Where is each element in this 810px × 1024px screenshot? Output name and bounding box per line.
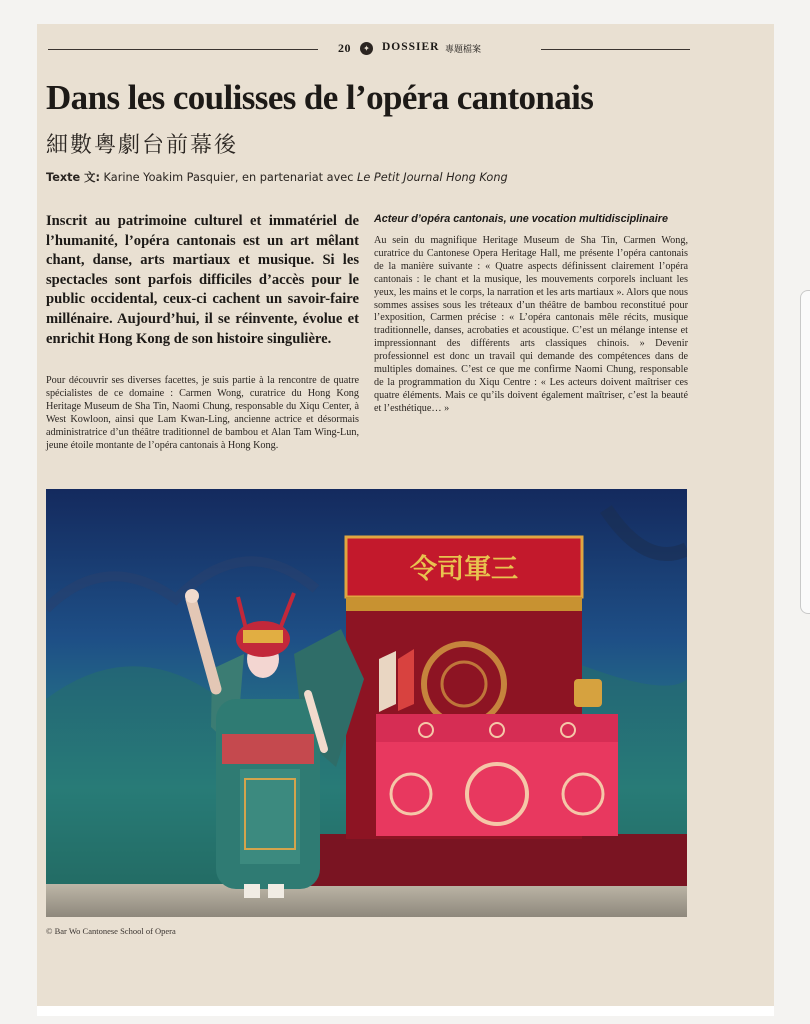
photo-caption: © Bar Wo Cantonese School of Opera (46, 926, 176, 936)
header-rule-left (48, 49, 318, 50)
header-rule-right (541, 49, 690, 50)
section-marker-icon: ✦ (360, 42, 373, 55)
opera-stage-photo (46, 489, 687, 917)
running-header (48, 41, 690, 57)
section-body: Au sein du magnifique Heritage Museum de Sha Tin, Carmen Wong, curatrice du Cantonese Opera Heritage Hall, me présente l’opéra cantonais de la manière suivante : « Quatre aspects définissent clairement l’opéra cantonais : le chant et la musique, les mouvements corporels incluant les yeux, les mains et le corps, la narration et les arts martiaux ». Alors que nous sommes assises sous les tréteaux d’un théâtre de bambou reconstitué pour l’exposition, Carmen précise : « L’opéra cantonais mêle récits, musique traditionnelle, danses, acrobaties et acoustique. C’est un mélange intense et impressionnant des différents arts classiques chinois. » Devenir professionnel est donc un travail qui demande des compétences dans de multiples domaines. C’est ce que me confirme Naomi Chung, responsable de la programmation du Xiqu Centre : « Les acteurs doivent maîtriser ces quatre éléments. Mais ce qu’ils doivent également maîtriser, c’est la beauté et l’esthétique… » (374, 235, 688, 414)
credit-publication: Le Petit Journal Hong Kong (357, 171, 508, 184)
section-label-cn: 專題檔案 (445, 45, 482, 55)
section-heading: Acteur d’opéra cantonais, une vocation multidisciplinaire (374, 213, 668, 225)
credit-label: Texte 文: (46, 171, 100, 184)
section-label: DOSSIER (382, 41, 440, 53)
page-number: 20 (338, 41, 351, 55)
article-subtitle-cn: 細數粵劇台前幕後 (46, 133, 239, 158)
banner-text: 令司軍三 (410, 554, 518, 585)
lead-paragraph: Inscrit au patrimoine culturel et immatériel de l’humanité, l’opéra cantonais est un art mêlant chant, danse, arts martiaux et musique. Si les spectacles sont parfois difficiles d’accès pour le public occidental, ceux-ci cachent un savoir-faire millénaire. Aujourd’hui, il se réinvente, évolue et enrichit Hong Kong de son histoire singulière. (46, 213, 359, 347)
article-credit (46, 170, 508, 186)
article-title: Dans les coulisses de l’opéra cantonais (46, 78, 594, 117)
scrollbar-handle[interactable] (800, 290, 810, 614)
credit-author: Karine Yoakim Pasquier, en partenariat avec (99, 171, 358, 184)
intro-paragraph: Pour découvrir ses diverses facettes, je suis partie à la rencontre de quatre spécialistes de ce domaine : Carmen Wong, curatrice du Hong Kong Heritage Museum de Sha Tin, Naomi Chung, responsable du Xiqu Center, à West Kowloon, ainsi que Lam Kwan-Ling, ancienne actrice et désormais administratrice d’un théâtre traditionnel de bambou et Alan Tam Wing-Lun, jeune étoile montante de l’opéra cantonais à Hong Kong. (46, 375, 359, 451)
page-bottom-edge (37, 1006, 774, 1016)
